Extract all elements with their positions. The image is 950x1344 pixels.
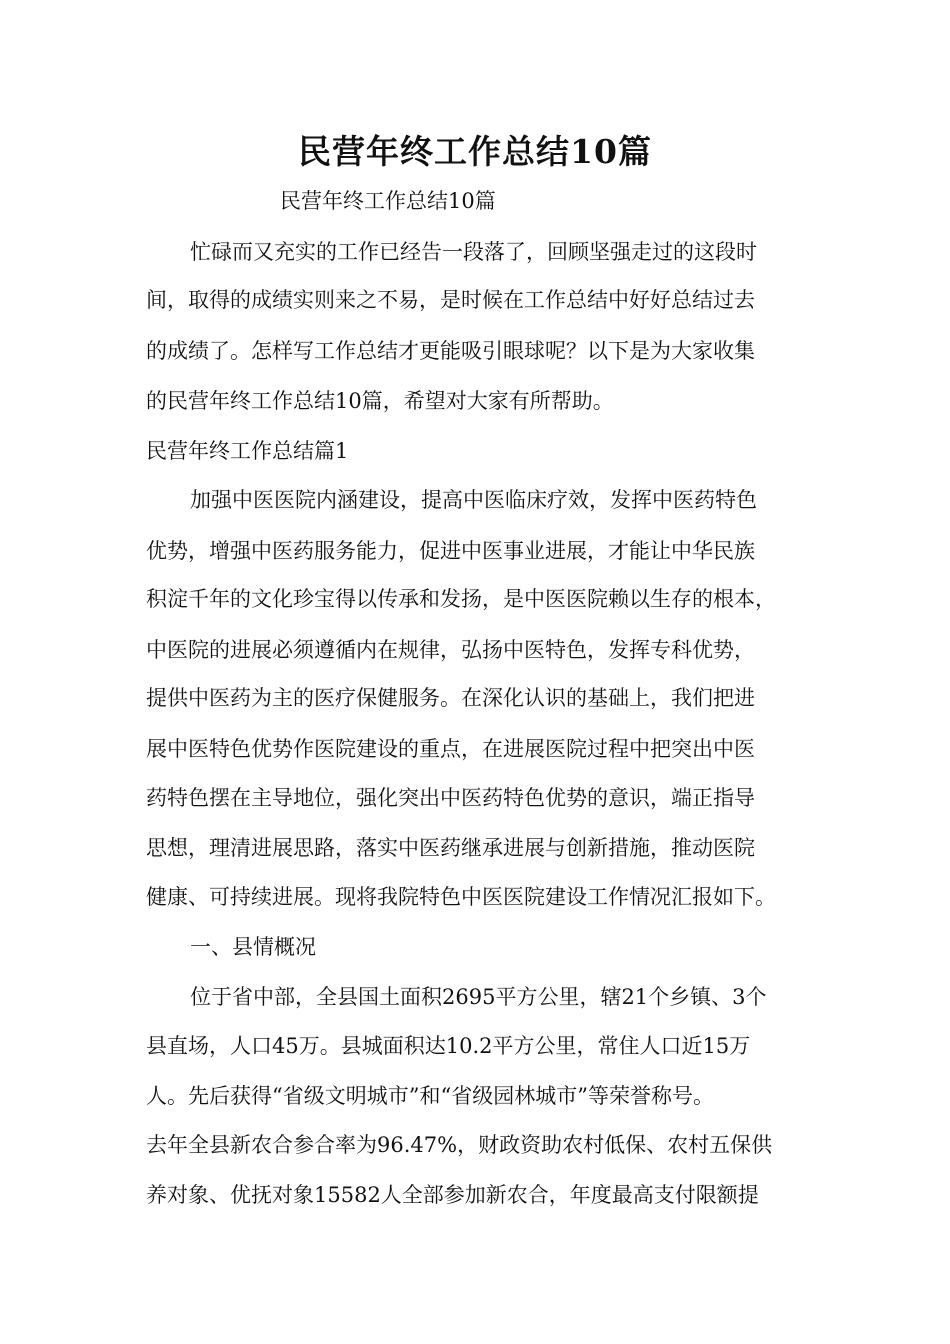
section-heading: 民营年终工作总结篇1: [146, 439, 349, 463]
county-line: 去年全县新农合参合率为96.47%，财政资助农村低保、农村五保供: [146, 1133, 773, 1157]
body-line: 积淀千年的文化珍宝得以传承和发扬，是中医医院赖以生存的根本，: [146, 587, 776, 611]
body-line: 加强中医医院内涵建设，提高中医临床疗效，发挥中医药特色: [190, 488, 757, 512]
body-line: 健康、可持续进展。现将我院特色中医医院建设工作情况汇报如下。: [146, 885, 776, 909]
body-line: 药特色摆在主导地位，强化突出中医药特色优势的意识，端正指导: [146, 786, 755, 810]
body-line: 优势，增强中医药服务能力，促进中医事业进展，才能让中华民族: [146, 539, 755, 563]
document-title: 民营年终工作总结10篇: [298, 132, 652, 171]
county-line: 养对象、优抚对象15582人全部参加新农合，年度最高支付限额提: [146, 1183, 759, 1207]
intro-line: 忙碌而又充实的工作已经告一段落了，回顾坚强走过的这段时: [190, 240, 757, 264]
county-line: 位于省中部，全县国土面积2695平方公里，辖21个乡镇、3个: [190, 985, 767, 1009]
intro-line: 间，取得的成绩实则来之不易，是时候在工作总结中好好总结过去: [146, 288, 755, 312]
county-line: 人。先后获得“省级文明城市”和“省级园林城市”等荣誉称号。: [146, 1084, 714, 1108]
document-subtitle: 民营年终工作总结10篇: [280, 189, 496, 213]
body-line: 提供中医药为主的医疗保健服务。在深化认识的基础上，我们把进: [146, 686, 755, 710]
intro-line: 的民营年终工作总结10篇，希望对大家有所帮助。: [146, 389, 614, 413]
body-line: 展中医特色优势作医院建设的重点，在进展医院过程中把突出中医: [146, 737, 755, 761]
subheading: 一、县情概况: [190, 935, 316, 959]
body-line: 思想，理清进展思路，落实中医药继承进展与创新措施，推动医院: [146, 836, 755, 860]
body-line: 中医院的进展必须遵循内在规律，弘扬中医特色，发挥专科优势，: [146, 638, 755, 662]
intro-line: 的成绩了。怎样写工作总结才更能吸引眼球呢？以下是为大家收集: [146, 339, 755, 363]
county-line: 县直场，人口45万。县城面积达10.2平方公里，常住人口近15万: [146, 1034, 751, 1058]
